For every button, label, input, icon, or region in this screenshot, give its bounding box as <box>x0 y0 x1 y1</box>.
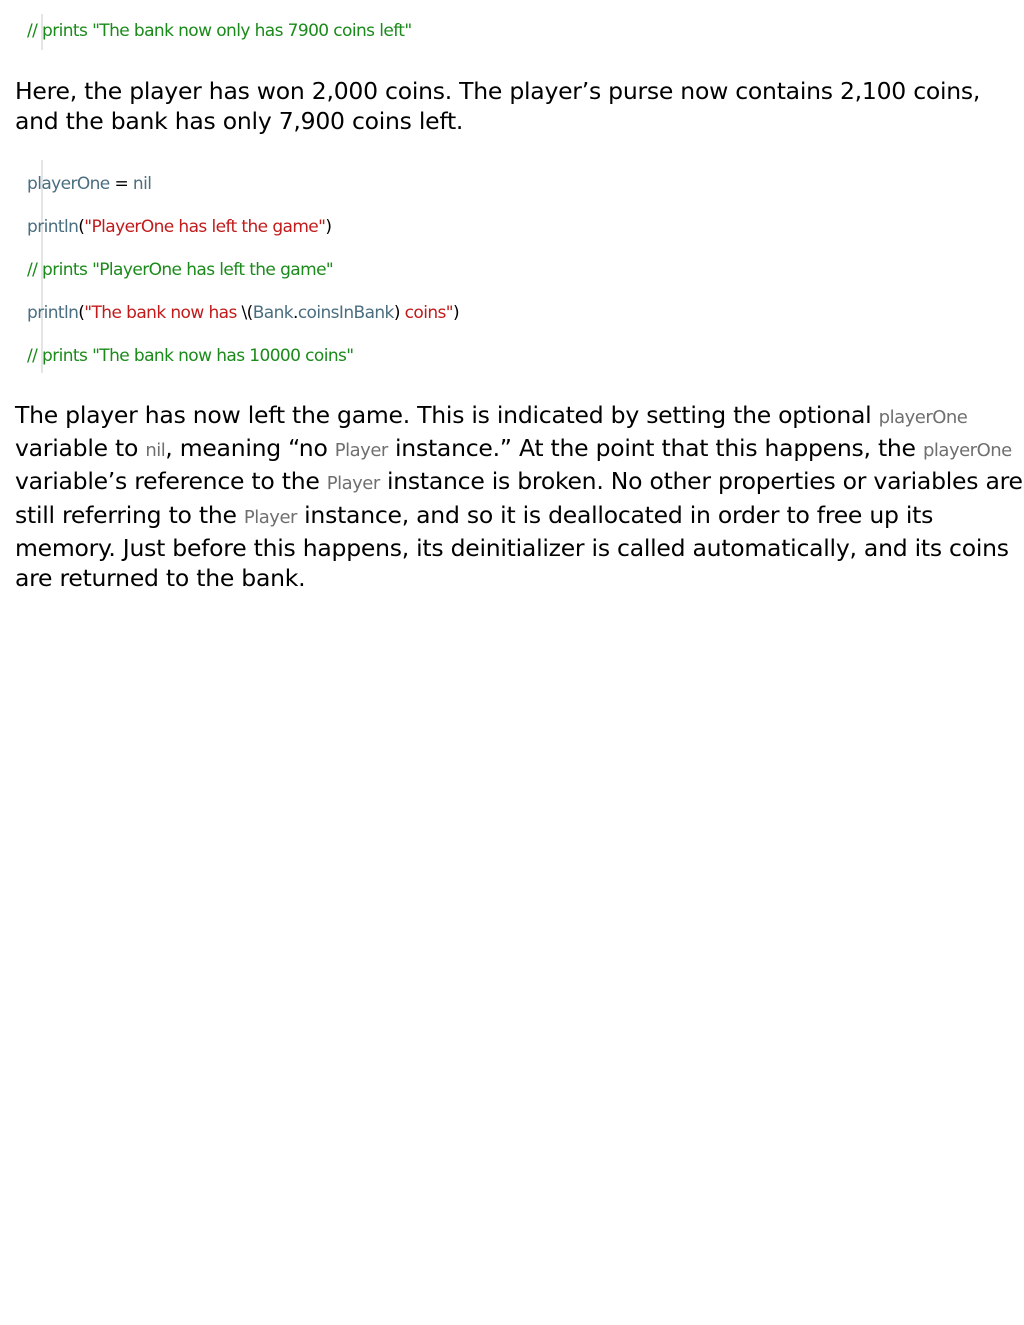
code-block-player-leaves <box>27 160 475 373</box>
code-identifier: playerOne <box>27 174 110 194</box>
paragraph-text: variable to <box>15 434 146 463</box>
code-line <box>27 203 459 246</box>
paragraph-text: instance is broken. No other properties or variables are still referring to the <box>15 467 1023 529</box>
code-string: coins" <box>399 303 453 323</box>
paragraph-text: , meaning “no <box>165 434 335 463</box>
code-comment: // prints "The bank now only has 7900 coins left" <box>27 21 412 41</box>
inline-code: playerOne <box>878 407 968 428</box>
code-line <box>27 21 412 41</box>
paragraph-text: variable’s reference to the <box>15 467 327 496</box>
paragraph-text: instance.” At the point that this happens, the <box>387 434 923 463</box>
code-identifier: coinsInBank <box>297 303 394 323</box>
code-identifier: println <box>27 217 79 237</box>
code-punctuation: ) <box>325 217 332 237</box>
code-punctuation: ( <box>78 303 85 323</box>
code-punctuation: . <box>293 303 298 323</box>
inline-code: Player <box>243 506 297 528</box>
code-punctuation: ( <box>78 217 85 237</box>
paragraph-text: The player has now left the game. This is indicated by setting the optional <box>15 401 879 429</box>
inline-code: Player <box>326 473 380 495</box>
code-punctuation: = <box>109 174 133 194</box>
inline-code: playerOne <box>922 440 1012 462</box>
code-line <box>27 332 459 375</box>
code-punctuation: ) <box>393 303 400 323</box>
code-comment: // prints "The bank now has 10000 coins" <box>27 346 354 366</box>
code-string: "The bank now has <box>84 303 242 323</box>
inline-code: nil <box>145 440 166 462</box>
code-block-top <box>27 14 428 50</box>
paragraph-winnings: Here, the player has won 2,000 coins. The player’s purse now contains 2,100 coins, and the bank has only 7,900 coins left. <box>15 77 981 136</box>
code-punctuation: ) <box>453 303 460 323</box>
code-comment: // prints "PlayerOne has left the game" <box>27 260 334 280</box>
code-line <box>27 160 459 203</box>
paragraph-deallocation <box>15 400 1024 593</box>
code-punctuation: \( <box>241 303 253 323</box>
code-line <box>27 246 459 289</box>
code-line <box>27 289 459 332</box>
code-identifier: Bank <box>252 303 293 323</box>
code-string: "PlayerOne has left the game" <box>84 217 326 237</box>
inline-code: Player <box>334 440 388 462</box>
code-identifier: nil <box>132 174 152 194</box>
code-identifier: println <box>27 303 79 323</box>
paragraph-text: instance, and so it is deallocated in order to free up its memory. Just before this happens, its deinitializer is called automatically, and its coins are returned to the bank. <box>15 500 1009 593</box>
